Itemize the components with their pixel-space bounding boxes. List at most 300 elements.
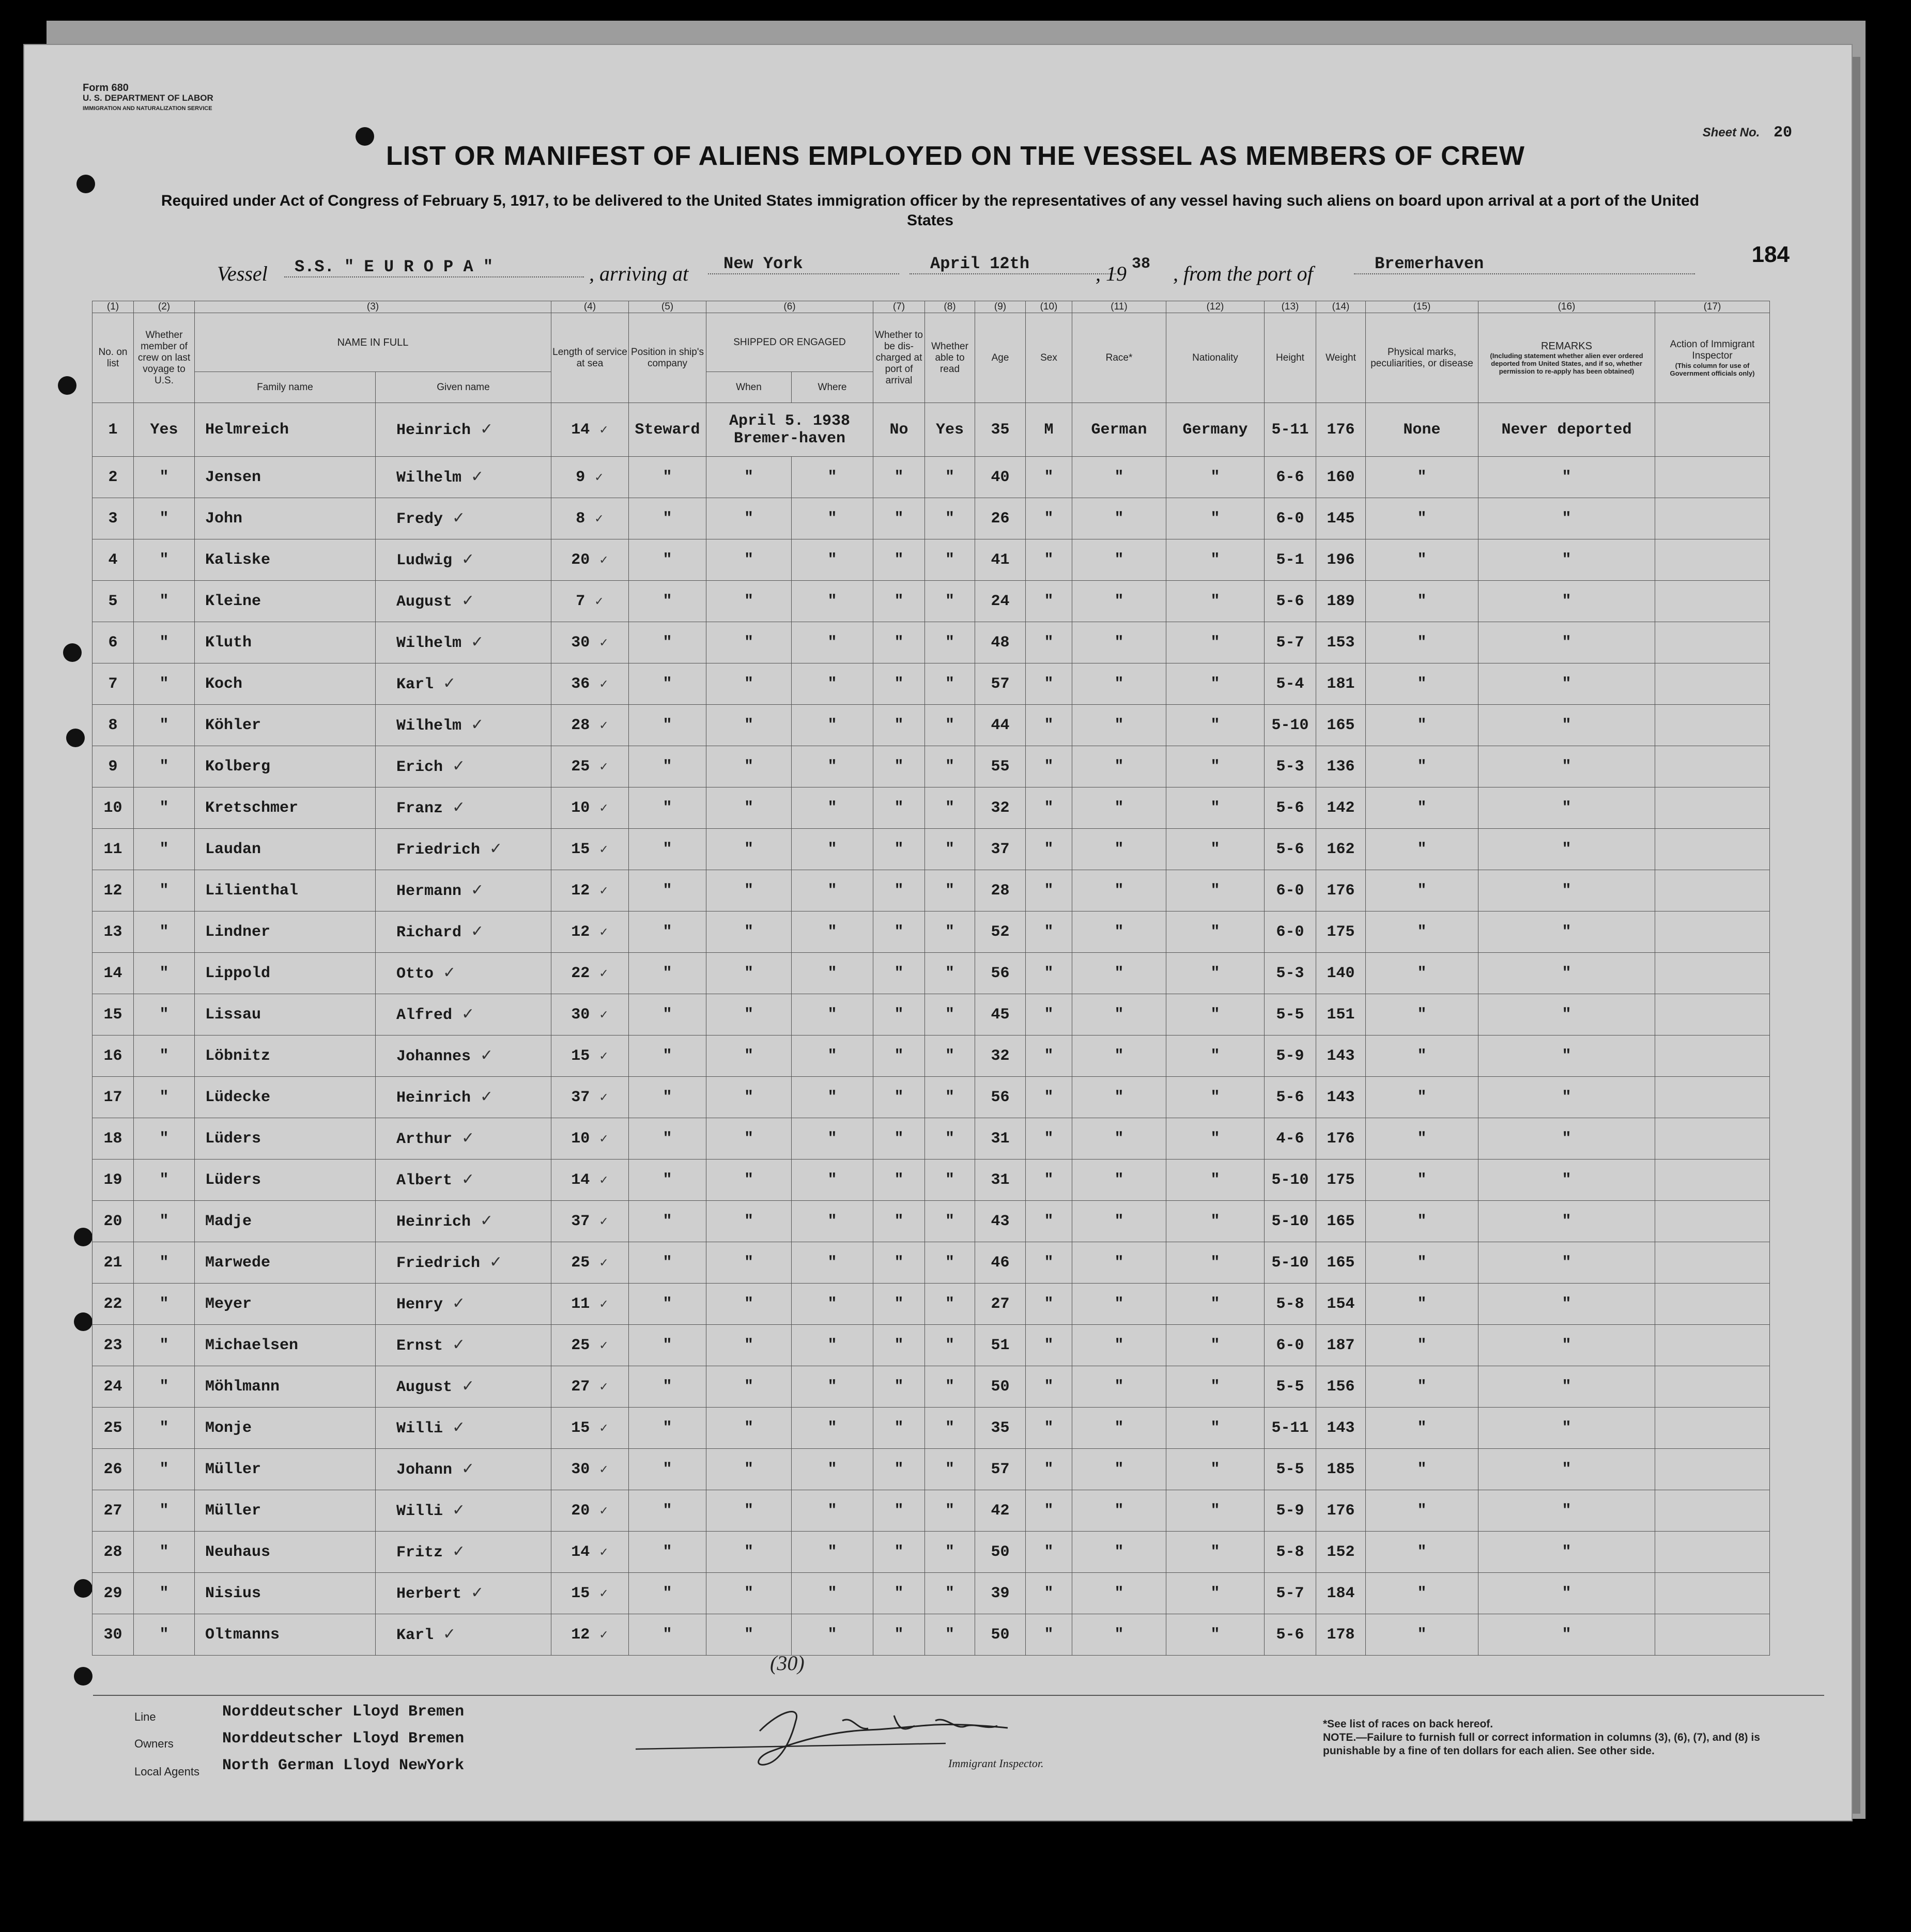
previous-voyage: " — [134, 539, 195, 581]
weight: 165 — [1316, 1242, 1366, 1284]
arriving-label: , arriving at — [589, 262, 689, 285]
weight: 154 — [1316, 1284, 1366, 1325]
service-years-text: 36 — [571, 675, 590, 693]
given-name-text: Johannes — [396, 1048, 471, 1065]
nationality: Germany — [1166, 403, 1265, 457]
age: 27 — [975, 1284, 1026, 1325]
able-to-read: " — [925, 1160, 975, 1201]
row-number: 5 — [93, 581, 134, 622]
voyage-line — [217, 254, 1690, 288]
agents-label: Local Agents — [134, 1765, 199, 1778]
able-to-read: " — [925, 1242, 975, 1284]
check-mark: ✓ — [461, 1460, 475, 1478]
row-number: 27 — [93, 1490, 134, 1532]
weight: 176 — [1316, 870, 1366, 911]
inspector-action — [1655, 457, 1770, 498]
race: " — [1072, 1201, 1166, 1242]
previous-voyage: " — [134, 581, 195, 622]
inspector-action — [1655, 1118, 1770, 1160]
punch-hole — [74, 1667, 93, 1686]
check-mark: ✓ — [471, 881, 484, 899]
weight: 143 — [1316, 1077, 1366, 1118]
shipped-when: " — [706, 1366, 792, 1408]
sex: " — [1026, 622, 1072, 663]
remarks: " — [1478, 787, 1655, 829]
able-to-read: " — [925, 870, 975, 911]
sex: " — [1026, 1614, 1072, 1656]
inspector-action — [1655, 870, 1770, 911]
position: " — [629, 1284, 706, 1325]
physical-marks: " — [1366, 953, 1478, 994]
weight: 152 — [1316, 1532, 1366, 1573]
previous-voyage: " — [134, 1532, 195, 1573]
check-mark: ✓ — [489, 840, 503, 858]
given-name-text: August — [396, 593, 453, 611]
inspector-action — [1655, 1035, 1770, 1077]
position: " — [629, 457, 706, 498]
weight: 136 — [1316, 746, 1366, 787]
arrival-date: April 12th — [910, 254, 1116, 274]
sex: " — [1026, 498, 1072, 539]
sex: " — [1026, 1035, 1072, 1077]
previous-voyage: " — [134, 1160, 195, 1201]
given-name-text: Heinrich — [396, 1089, 471, 1107]
able-to-read: " — [925, 1118, 975, 1160]
arrival-year: 38 — [1132, 255, 1151, 273]
previous-voyage: " — [134, 622, 195, 663]
family-name: Kolberg — [195, 746, 376, 787]
previous-voyage: " — [134, 911, 195, 953]
height: 5-10 — [1265, 1160, 1316, 1201]
column-number-row — [93, 301, 1770, 313]
shipped-where: " — [792, 539, 873, 581]
service-years — [551, 1573, 629, 1614]
inspector-action — [1655, 403, 1770, 457]
race: " — [1072, 787, 1166, 829]
discharged: " — [873, 1614, 925, 1656]
given-name — [376, 1408, 551, 1449]
nationality: " — [1166, 787, 1265, 829]
age: 42 — [975, 1490, 1026, 1532]
service-years — [551, 911, 629, 953]
race: " — [1072, 870, 1166, 911]
previous-voyage: " — [134, 746, 195, 787]
remarks: " — [1478, 1242, 1655, 1284]
height: 5-6 — [1265, 829, 1316, 870]
shipped-when: " — [706, 746, 792, 787]
given-name-text: Ernst — [396, 1337, 443, 1355]
able-to-read: " — [925, 1284, 975, 1325]
discharged: " — [873, 663, 925, 705]
given-name-text: Otto — [396, 965, 434, 983]
check-mark: ✓ — [599, 1545, 609, 1559]
given-name — [376, 911, 551, 953]
service-years — [551, 1160, 629, 1201]
inspector-label: Immigrant Inspector. — [948, 1757, 1044, 1770]
family-name: Lindner — [195, 911, 376, 953]
position: " — [629, 498, 706, 539]
given-name-text: Hermann — [396, 883, 462, 900]
nationality: " — [1166, 1408, 1265, 1449]
weight: 162 — [1316, 829, 1366, 870]
given-name-text: Fritz — [396, 1544, 443, 1562]
family-name: Müller — [195, 1490, 376, 1532]
physical-marks: " — [1366, 581, 1478, 622]
department: U. S. DEPARTMENT OF LABOR — [83, 93, 213, 103]
race: " — [1072, 1532, 1166, 1573]
able-to-read: " — [925, 705, 975, 746]
sex: " — [1026, 994, 1072, 1035]
discharged: " — [873, 994, 925, 1035]
height: 5-10 — [1265, 1242, 1316, 1284]
height: 6-0 — [1265, 870, 1316, 911]
nationality: " — [1166, 622, 1265, 663]
check-mark: ✓ — [599, 884, 609, 898]
shipped-when: " — [706, 663, 792, 705]
race: " — [1072, 622, 1166, 663]
family-name: Helmreich — [195, 403, 376, 457]
position: " — [629, 1490, 706, 1532]
discharged: " — [873, 1242, 925, 1284]
age: 56 — [975, 1077, 1026, 1118]
shipped-where: " — [792, 1408, 873, 1449]
shipped-when: " — [706, 1077, 792, 1118]
sex: " — [1026, 746, 1072, 787]
check-mark: ✓ — [599, 423, 609, 437]
check-mark: ✓ — [480, 1088, 494, 1106]
col-11-number: (11) — [1072, 301, 1166, 313]
age: 51 — [975, 1325, 1026, 1366]
shipped-where: " — [792, 1366, 873, 1408]
race: " — [1072, 1449, 1166, 1490]
given-name-text: Alfred — [396, 1007, 453, 1024]
able-to-read: " — [925, 581, 975, 622]
sex: " — [1026, 1325, 1072, 1366]
row-number: 19 — [93, 1160, 134, 1201]
vessel-name: S.S. " E U R O P A " — [284, 257, 584, 277]
check-mark: ✓ — [480, 420, 494, 438]
service: IMMIGRATION AND NATURALIZATION SERVICE — [83, 105, 212, 112]
sex: " — [1026, 457, 1072, 498]
race: " — [1072, 498, 1166, 539]
row-number: 21 — [93, 1242, 134, 1284]
sex: " — [1026, 1490, 1072, 1532]
col-age-header: Age — [975, 313, 1026, 403]
weight: 178 — [1316, 1614, 1366, 1656]
shipped-when: " — [706, 911, 792, 953]
sex: " — [1026, 829, 1072, 870]
age: 31 — [975, 1160, 1026, 1201]
nationality: " — [1166, 1449, 1265, 1490]
remarks: " — [1478, 457, 1655, 498]
height: 5-7 — [1265, 1573, 1316, 1614]
shipped-when: " — [706, 1242, 792, 1284]
footer-note — [1323, 1718, 1788, 1758]
check-mark: ✓ — [471, 468, 484, 486]
family-name: Lippold — [195, 953, 376, 994]
inspector-action — [1655, 1242, 1770, 1284]
shipped-where: " — [792, 1532, 873, 1573]
able-to-read: " — [925, 1449, 975, 1490]
sex: " — [1026, 539, 1072, 581]
physical-marks: " — [1366, 1325, 1478, 1366]
position: " — [629, 1201, 706, 1242]
nationality: " — [1166, 1366, 1265, 1408]
weight: 184 — [1316, 1573, 1366, 1614]
discharged: " — [873, 953, 925, 994]
position: " — [629, 1035, 706, 1077]
given-name-text: Henry — [396, 1296, 443, 1313]
check-mark: ✓ — [452, 757, 466, 775]
shipped-where: " — [792, 870, 873, 911]
physical-marks: " — [1366, 1532, 1478, 1573]
table-row — [93, 1284, 1770, 1325]
check-mark: ✓ — [599, 967, 609, 980]
shipped-where: " — [792, 498, 873, 539]
row-number: 18 — [93, 1118, 134, 1160]
remarks: " — [1478, 1201, 1655, 1242]
check-mark: ✓ — [599, 719, 609, 732]
age: 41 — [975, 539, 1026, 581]
service-years — [551, 1035, 629, 1077]
col-sex-header: Sex — [1026, 313, 1072, 403]
nationality: " — [1166, 498, 1265, 539]
given-name — [376, 1242, 551, 1284]
weight: 165 — [1316, 1201, 1366, 1242]
given-name — [376, 953, 551, 994]
col-1-number: (1) — [93, 301, 134, 313]
service-years — [551, 663, 629, 705]
previous-voyage: " — [134, 498, 195, 539]
check-mark: ✓ — [452, 798, 466, 816]
physical-marks: " — [1366, 787, 1478, 829]
given-name — [376, 1035, 551, 1077]
able-to-read: " — [925, 953, 975, 994]
race: " — [1072, 1490, 1166, 1532]
check-mark: ✓ — [599, 1463, 609, 1476]
shipped-when: " — [706, 622, 792, 663]
remarks: Never deported — [1478, 403, 1655, 457]
check-mark: ✓ — [461, 550, 475, 568]
remarks: " — [1478, 663, 1655, 705]
weight: 165 — [1316, 705, 1366, 746]
inspector-action — [1655, 1284, 1770, 1325]
family-name: Kleine — [195, 581, 376, 622]
remarks: " — [1478, 829, 1655, 870]
given-name — [376, 403, 551, 457]
age: 24 — [975, 581, 1026, 622]
table-row — [93, 1242, 1770, 1284]
given-name-text: Richard — [396, 924, 462, 941]
remarks: " — [1478, 1573, 1655, 1614]
weight: 175 — [1316, 1160, 1366, 1201]
age: 55 — [975, 746, 1026, 787]
age: 32 — [975, 1035, 1026, 1077]
table-row — [93, 1449, 1770, 1490]
service-years-text: 7 — [576, 592, 585, 610]
discharged: " — [873, 457, 925, 498]
remarks: " — [1478, 622, 1655, 663]
sex: " — [1026, 1118, 1072, 1160]
remarks: " — [1478, 1408, 1655, 1449]
table-row — [93, 787, 1770, 829]
check-mark: ✓ — [452, 1418, 466, 1436]
able-to-read: " — [925, 1490, 975, 1532]
physical-marks: " — [1366, 498, 1478, 539]
remarks: " — [1478, 1366, 1655, 1408]
discharged: " — [873, 870, 925, 911]
crew-rows — [93, 403, 1770, 1656]
race: " — [1072, 746, 1166, 787]
check-mark: ✓ — [599, 1091, 609, 1104]
col-6-number: (6) — [706, 301, 873, 313]
previous-voyage: " — [134, 457, 195, 498]
service-years — [551, 1532, 629, 1573]
given-name-text: Heinrich — [396, 422, 471, 439]
physical-marks: " — [1366, 1118, 1478, 1160]
shipped-where: " — [792, 1160, 873, 1201]
able-to-read: " — [925, 911, 975, 953]
line-value: Norddeutscher Lloyd Bremen — [222, 1703, 465, 1721]
able-to-read: " — [925, 994, 975, 1035]
year-label: , 19 — [1096, 262, 1127, 285]
remarks: " — [1478, 994, 1655, 1035]
race: " — [1072, 581, 1166, 622]
weight: 176 — [1316, 1118, 1366, 1160]
col-15-number: (15) — [1366, 301, 1478, 313]
age: 39 — [975, 1573, 1026, 1614]
physical-marks: " — [1366, 622, 1478, 663]
shipped-when: April 5. 1938 — [729, 412, 851, 430]
able-to-read: " — [925, 457, 975, 498]
race: " — [1072, 1077, 1166, 1118]
nationality: " — [1166, 911, 1265, 953]
col-weight-header: Weight — [1316, 313, 1366, 403]
nationality: " — [1166, 1325, 1265, 1366]
given-name — [376, 1118, 551, 1160]
action-subtitle: (This column for use of Government officials only) — [1670, 361, 1755, 377]
punch-hole — [58, 376, 76, 395]
height: 5-11 — [1265, 403, 1316, 457]
nationality: " — [1166, 457, 1265, 498]
given-name-text: Karl — [396, 1627, 434, 1644]
weight: 145 — [1316, 498, 1366, 539]
check-mark: ✓ — [599, 843, 609, 856]
position: " — [629, 1366, 706, 1408]
remarks-title: REMARKS — [1541, 341, 1592, 352]
given-name-text: Wilhelm — [396, 469, 462, 487]
height: 5-6 — [1265, 1077, 1316, 1118]
table-row — [93, 1118, 1770, 1160]
check-mark: ✓ — [471, 633, 484, 651]
able-to-read: " — [925, 1408, 975, 1449]
inspector-action — [1655, 746, 1770, 787]
discharged: " — [873, 1035, 925, 1077]
nationality: " — [1166, 829, 1265, 870]
check-mark: ✓ — [599, 1339, 609, 1352]
table-row — [93, 1614, 1770, 1656]
shipped-where: " — [792, 581, 873, 622]
service-years-text: 25 — [571, 1336, 590, 1354]
remarks: " — [1478, 1160, 1655, 1201]
arrival-port: New York — [708, 254, 899, 274]
discharged: " — [873, 1118, 925, 1160]
given-name — [376, 1449, 551, 1490]
check-mark: ✓ — [480, 1046, 494, 1064]
row-number: 29 — [93, 1573, 134, 1614]
weight: 196 — [1316, 539, 1366, 581]
height: 5-7 — [1265, 622, 1316, 663]
height: 6-6 — [1265, 457, 1316, 498]
race: " — [1072, 1325, 1166, 1366]
height: 5-1 — [1265, 539, 1316, 581]
col-7-number: (7) — [873, 301, 925, 313]
service-years-text: 12 — [571, 923, 590, 941]
age: 32 — [975, 787, 1026, 829]
service-years — [551, 1242, 629, 1284]
vessel-label: Vessel — [217, 262, 268, 285]
given-name — [376, 457, 551, 498]
height: 5-11 — [1265, 1408, 1316, 1449]
check-mark: ✓ — [443, 964, 456, 982]
family-name: Löbnitz — [195, 1035, 376, 1077]
race: " — [1072, 1366, 1166, 1408]
shipped-when: " — [706, 1118, 792, 1160]
discharged: No — [873, 403, 925, 457]
col-read-header: Whether able to read — [925, 313, 975, 403]
family-name: Kaliske — [195, 539, 376, 581]
weight: 151 — [1316, 994, 1366, 1035]
service-years-text: 12 — [571, 1626, 590, 1644]
weight: 176 — [1316, 1490, 1366, 1532]
sheet-value: 20 — [1773, 124, 1792, 142]
shipped-when: " — [706, 787, 792, 829]
footer-agent-block — [134, 1703, 599, 1786]
service-years-text: 25 — [571, 758, 590, 776]
nationality: " — [1166, 1118, 1265, 1160]
table-row — [93, 1408, 1770, 1449]
row-number: 26 — [93, 1449, 134, 1490]
family-name: Michaelsen — [195, 1325, 376, 1366]
given-name — [376, 829, 551, 870]
race: " — [1072, 1614, 1166, 1656]
given-name-text: Erich — [396, 759, 443, 776]
punch-hole — [63, 643, 82, 662]
check-mark: ✓ — [599, 553, 609, 567]
discharged: " — [873, 829, 925, 870]
position: " — [629, 1573, 706, 1614]
col-height-header: Height — [1265, 313, 1316, 403]
shipped-where: " — [792, 829, 873, 870]
age: 45 — [975, 994, 1026, 1035]
col-shipped-header: SHIPPED OR ENGAGED — [706, 313, 873, 372]
service-years — [551, 1408, 629, 1449]
physical-marks: " — [1366, 1284, 1478, 1325]
row-number: 11 — [93, 829, 134, 870]
check-mark: ✓ — [452, 509, 466, 527]
physical-marks: None — [1366, 403, 1478, 457]
position: " — [629, 1532, 706, 1573]
able-to-read: " — [925, 539, 975, 581]
shipped-where: Bremer-haven — [733, 429, 846, 447]
col-family-name-header: Family name — [195, 372, 376, 403]
previous-voyage: " — [134, 953, 195, 994]
given-name — [376, 787, 551, 829]
shipped-when: " — [706, 1160, 792, 1201]
inspector-action — [1655, 1201, 1770, 1242]
punch-hole — [66, 729, 85, 747]
inspector-action — [1655, 829, 1770, 870]
